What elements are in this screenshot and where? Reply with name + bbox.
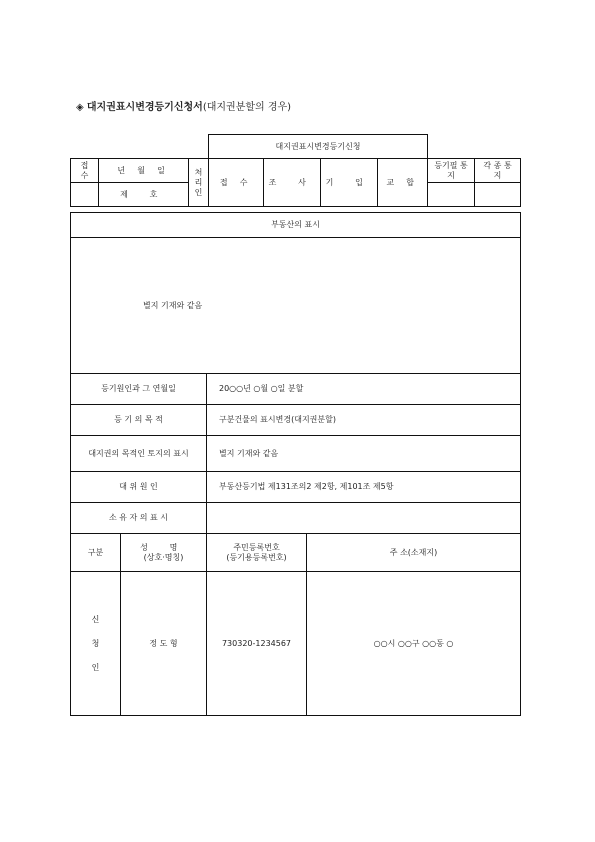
property-header: 부동산의 표시 — [71, 213, 521, 238]
owner-value — [207, 503, 521, 534]
land-value: 별지 기재와 같음 — [207, 436, 521, 472]
type-header: 구분 — [71, 534, 121, 572]
reception-table — [70, 134, 521, 207]
notice-col: 등기필 통 지 — [428, 159, 475, 183]
title-main: 대지권표시변경등기신청서 — [86, 102, 203, 113]
applicant-id: 730320-1234567 — [207, 572, 307, 716]
receipt-label: 접 수 — [71, 159, 99, 183]
date-label: 년 월 일 — [99, 159, 189, 183]
applicant-type-cell — [71, 572, 121, 716]
applicant-type-char-1: 신 — [91, 614, 100, 624]
property-content-cell — [71, 238, 521, 374]
process-label: 처리인 — [189, 159, 209, 207]
cause-value: 20○○년 ○월 ○일 분할 — [207, 374, 521, 405]
record-col: 기 입 — [321, 159, 378, 207]
id-header — [207, 534, 307, 572]
applicant-name: 정 도 형 — [121, 572, 207, 716]
main-form-table — [70, 212, 521, 716]
property-content: 별지 기재와 같음 — [143, 300, 203, 310]
subrogation-label: 대 위 원 인 — [71, 472, 207, 503]
address-header: 주 소(소재지) — [307, 534, 521, 572]
name-header-main: 성 명 — [140, 542, 187, 552]
id-header-sub: (등기용등록번호) — [226, 552, 287, 562]
number-label: 제 호 — [99, 183, 189, 207]
reception-col: 접 수 — [209, 159, 264, 207]
cause-label: 등기원인과 그 연월일 — [71, 374, 207, 405]
land-label: 대지권의 목적인 토지의 표시 — [71, 436, 207, 472]
each-notice-col: 각 종 통 지 — [475, 159, 521, 183]
reception-header: 대지권표시변경등기신청 — [209, 135, 428, 159]
document-title — [76, 98, 291, 113]
owner-label: 소 유 자 의 표 시 — [71, 503, 207, 534]
applicant-type-char-3: 인 — [91, 662, 100, 672]
purpose-value: 구분건물의 표시변경(대지권분할) — [207, 405, 521, 436]
applicant-type-char-2: 청 — [91, 638, 100, 648]
compare-col: 교 합 — [378, 159, 428, 207]
id-header-main: 주민등록번호 — [233, 542, 280, 552]
name-header — [121, 534, 207, 572]
investigate-col: 조 사 — [264, 159, 321, 207]
name-header-sub: (상호·명칭) — [143, 552, 184, 562]
purpose-label: 등 기 의 목 적 — [71, 405, 207, 436]
subrogation-value: 부동산등기법 제131조의2 제2항, 제101조 제5항 — [207, 472, 521, 503]
title-sub: (대지권분할의 경우) — [202, 102, 292, 113]
title-bullet-icon: ◈ — [76, 102, 84, 113]
applicant-address: ○○시 ○○구 ○○동 ○ — [307, 572, 521, 716]
